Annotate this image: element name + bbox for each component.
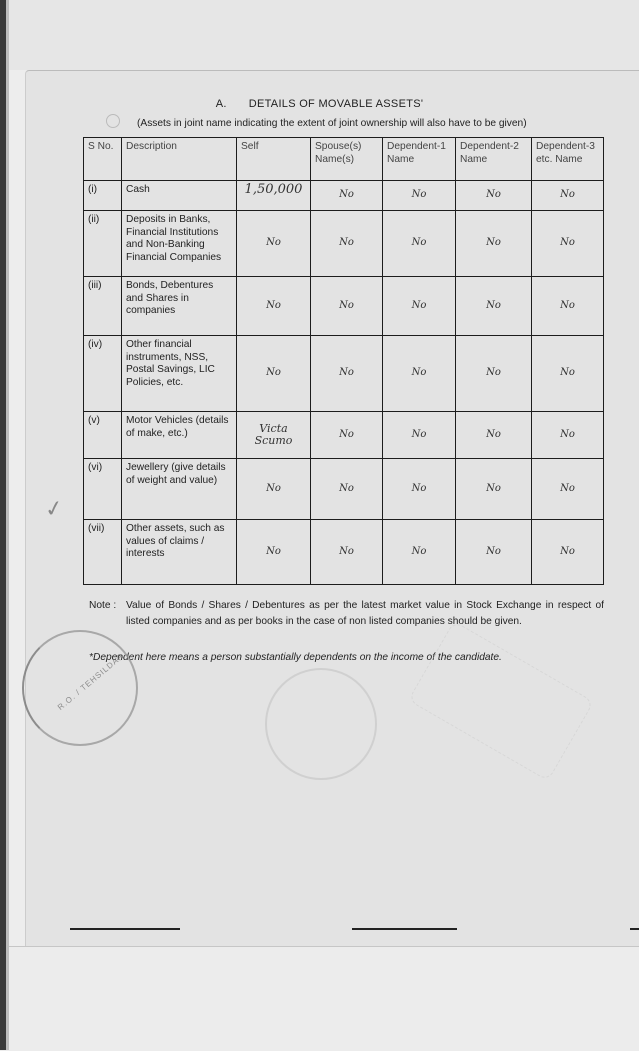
scan-top-band (9, 0, 639, 70)
signature-line (352, 928, 457, 930)
scan-edge-light (6, 0, 9, 1050)
cell-description: Other assets, such as values of claims / interests (122, 520, 237, 585)
cell-sno: (iv) (84, 336, 122, 412)
cell-dependent-3: No (532, 412, 604, 459)
dependent-footnote: *Dependent here means a person substantially dependents on the income of the candidate. (89, 652, 502, 663)
cell-self: No (237, 211, 311, 277)
cell-dependent-1: No (383, 211, 456, 277)
cell-dependent-1: No (383, 459, 456, 520)
cell-dependent-2: No (456, 459, 532, 520)
faded-stamp (265, 668, 377, 780)
table-row (84, 211, 604, 277)
header-description: Description (122, 138, 237, 181)
cell-description: Cash (122, 181, 237, 211)
note-label: Note : (89, 600, 117, 611)
cell-dependent-2: No (456, 520, 532, 585)
cell-description: Deposits in Banks, Financial Institutions and Non-Banking Financial Companies (122, 211, 237, 277)
cell-dependent-1: No (383, 336, 456, 412)
cell-sno: (vi) (84, 459, 122, 520)
cell-spouse: No (311, 277, 383, 336)
header-dependent-1: Dependent-1 Name (383, 138, 456, 181)
cell-dependent-1: No (383, 520, 456, 585)
cell-dependent-3: No (532, 520, 604, 585)
cell-sno: (ii) (84, 211, 122, 277)
header-spouse: Spouse(s) Name(s) (311, 138, 383, 181)
cell-dependent-3: No (532, 336, 604, 412)
cell-dependent-2: No (456, 336, 532, 412)
section-heading (0, 98, 639, 110)
cell-self: Victa Scumo (237, 412, 311, 459)
header-self: Self (237, 138, 311, 181)
cell-self: No (237, 520, 311, 585)
cell-dependent-3: No (532, 181, 604, 211)
cell-description: Other financial instruments, NSS, Postal Savings, LIC Policies, etc. (122, 336, 237, 412)
scan-bottom-area (9, 946, 639, 1051)
cell-description: Jewellery (give details of weight and value) (122, 459, 237, 520)
cell-dependent-3: No (532, 277, 604, 336)
cell-spouse: No (311, 412, 383, 459)
cell-dependent-3: No (532, 459, 604, 520)
cell-sno: (iii) (84, 277, 122, 336)
check-mark-icon: ✓ (42, 495, 66, 524)
cell-spouse: No (311, 520, 383, 585)
cell-dependent-2: No (456, 181, 532, 211)
cell-description: Motor Vehicles (details of make, etc.) (122, 412, 237, 459)
table-row (84, 181, 604, 211)
header-dependent-2: Dependent-2 Name (456, 138, 532, 181)
cell-self: No (237, 336, 311, 412)
cell-spouse: No (311, 181, 383, 211)
cell-self: No (237, 459, 311, 520)
cell-self: No (237, 277, 311, 336)
cell-spouse: No (311, 211, 383, 277)
note-block (89, 598, 604, 630)
section-letter: A. (215, 98, 227, 110)
cell-dependent-3: No (532, 211, 604, 277)
table-row (84, 336, 604, 412)
punch-hole-mark (106, 114, 120, 128)
cell-sno: (i) (84, 181, 122, 211)
movable-assets-table (83, 137, 604, 585)
official-stamp (22, 630, 138, 746)
signature-line (630, 928, 639, 930)
cell-dependent-1: No (383, 412, 456, 459)
cell-spouse: No (311, 459, 383, 520)
table-row (84, 520, 604, 585)
header-sno: S No. (84, 138, 122, 181)
cell-sno: (v) (84, 412, 122, 459)
cell-dependent-2: No (456, 412, 532, 459)
note-text: Value of Bonds / Shares / Debentures as per the latest market value in Stock Exchange in respect of listed companies and as per books in the case of non listed companies should be given. (126, 600, 604, 627)
table-row (84, 459, 604, 520)
cell-dependent-1: No (383, 181, 456, 211)
section-subtitle: (Assets in joint name indicating the extent of joint ownership will also have to be given) (137, 118, 527, 129)
stamp-text: R.O. / TEHSILDAR (55, 651, 126, 712)
cell-dependent-1: No (383, 277, 456, 336)
header-dependent-3: Dependent-3 etc. Name (532, 138, 604, 181)
cell-dependent-2: No (456, 211, 532, 277)
section-title: DETAILS OF MOVABLE ASSETS' (248, 98, 424, 110)
table-row (84, 412, 604, 459)
cell-sno: (vii) (84, 520, 122, 585)
cell-self: 1,50,000 (237, 181, 311, 211)
signature-line (70, 928, 180, 930)
table-row (84, 277, 604, 336)
cell-description: Bonds, Debentures and Shares in companies (122, 277, 237, 336)
cell-dependent-2: No (456, 277, 532, 336)
cell-spouse: No (311, 336, 383, 412)
table-header-row (84, 138, 604, 181)
